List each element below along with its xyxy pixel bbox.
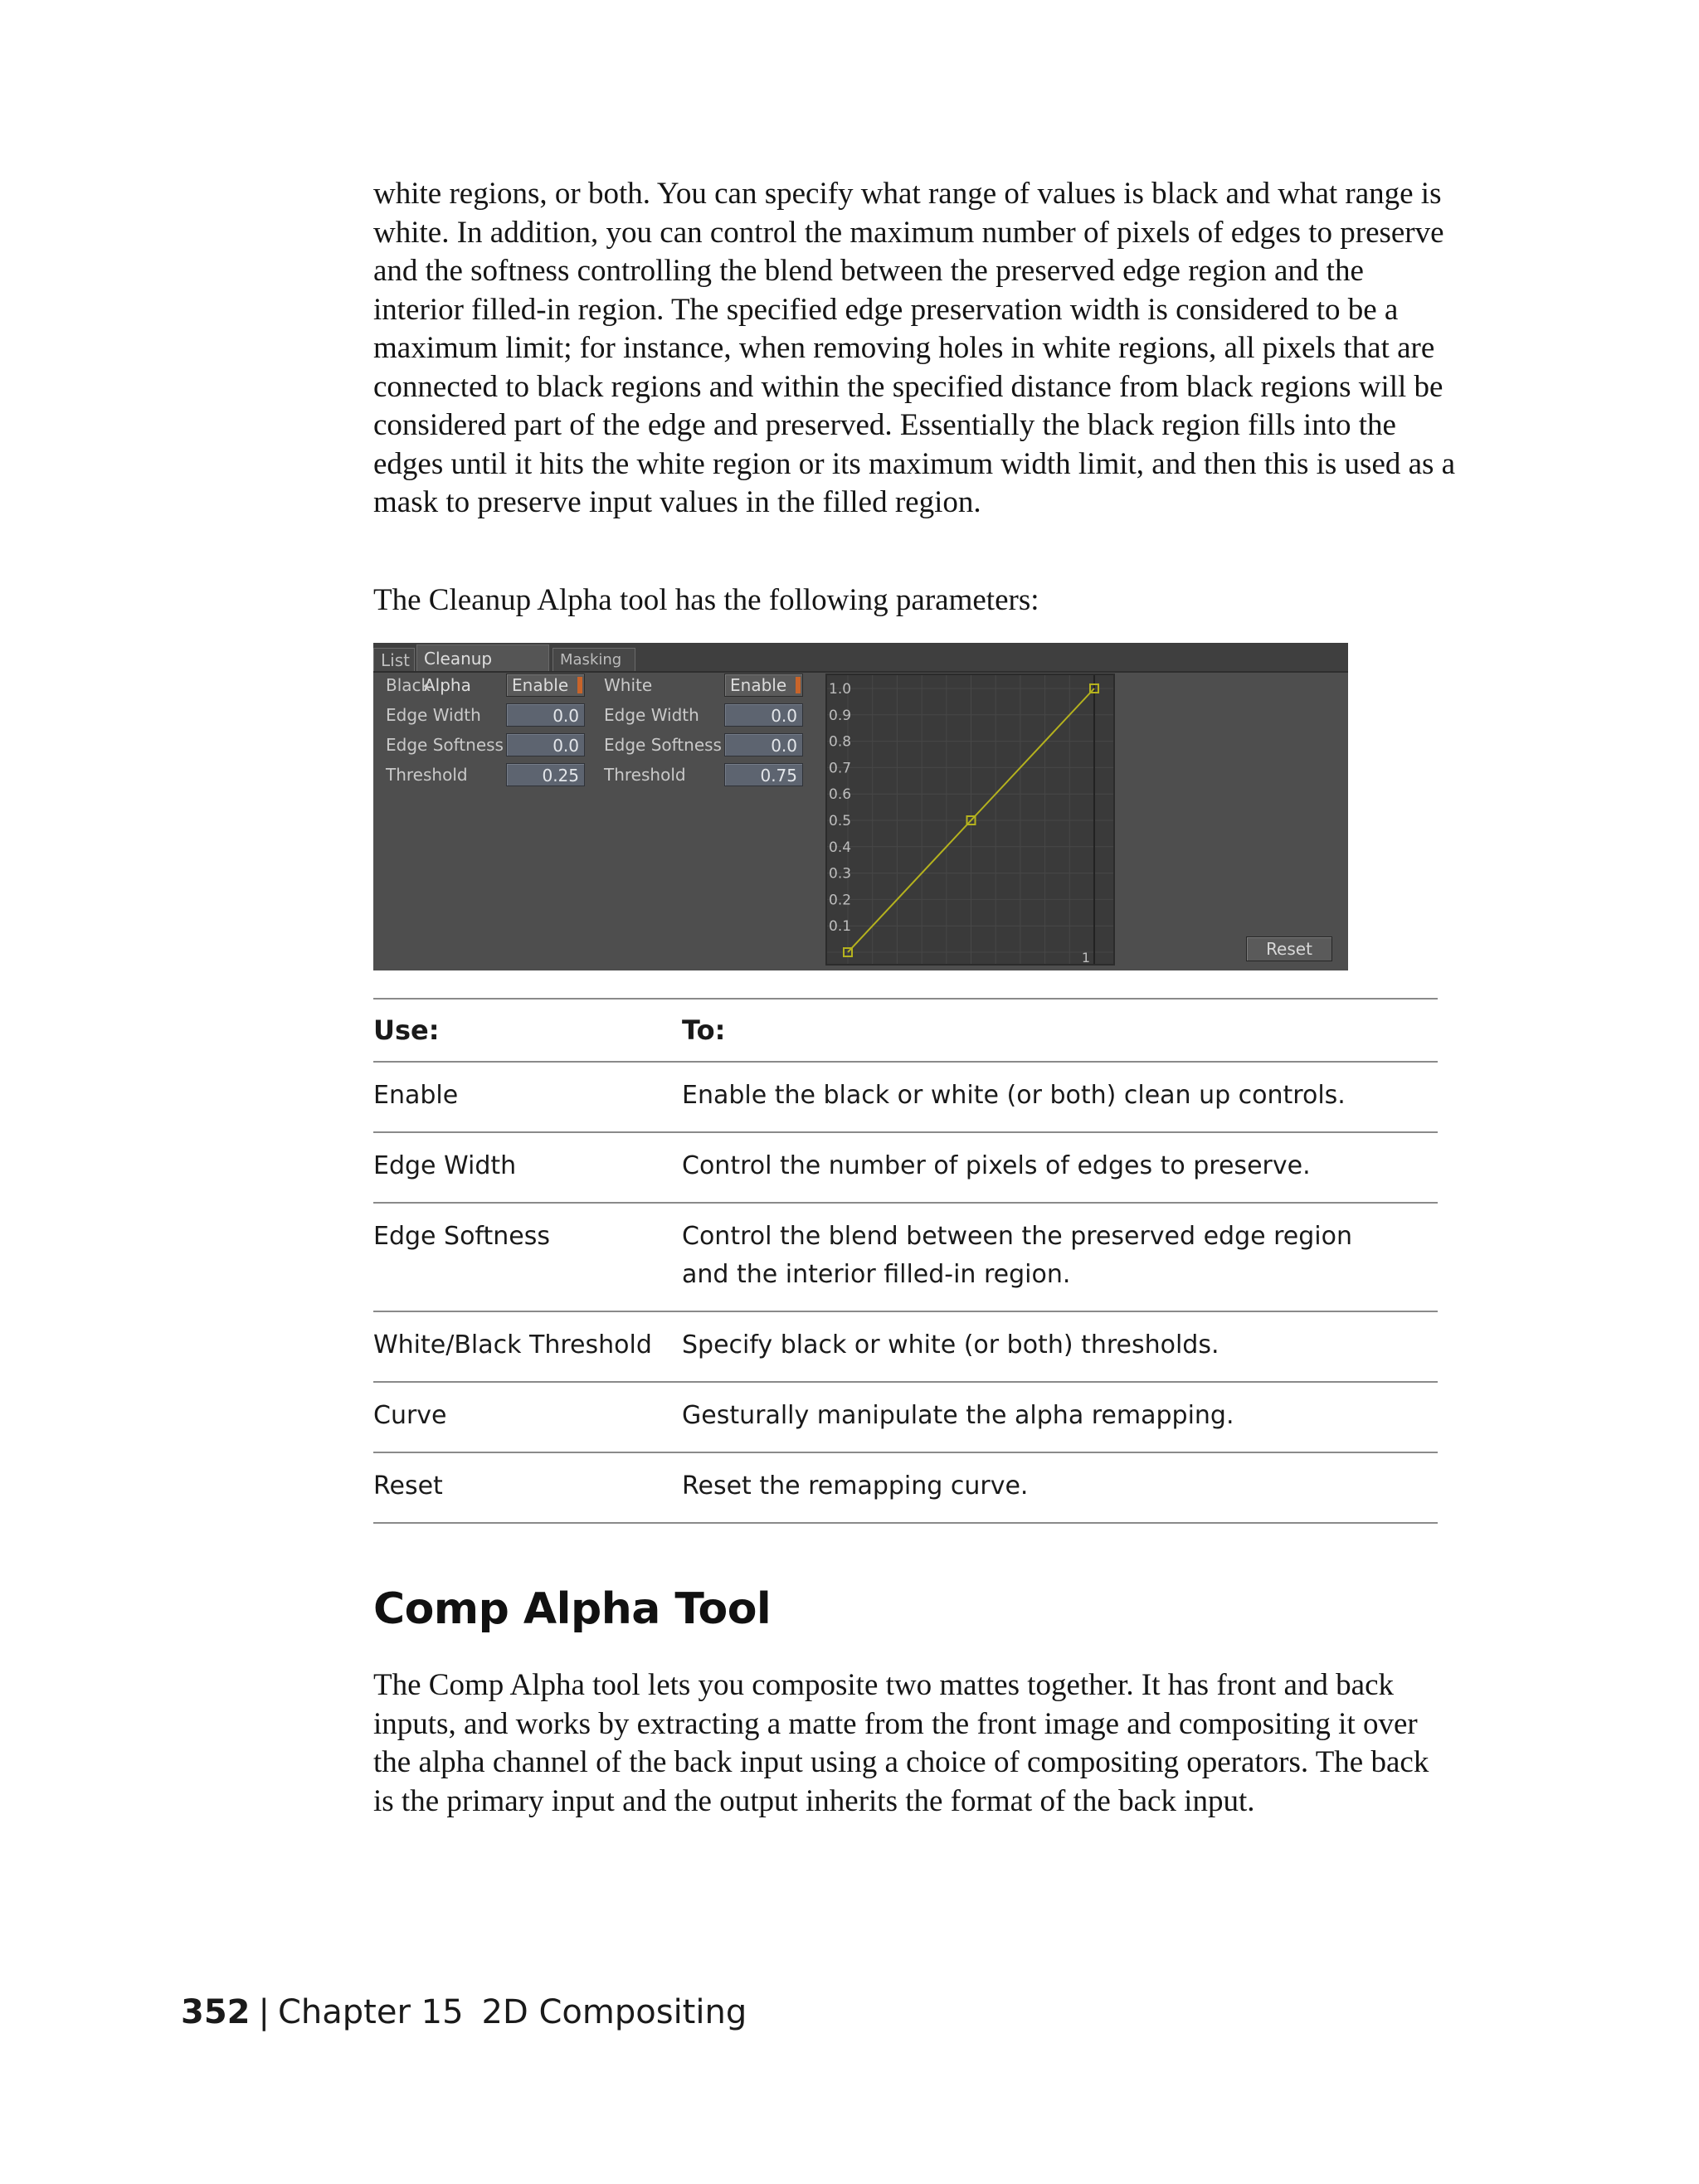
y-tick-label: 0.6 <box>829 786 852 804</box>
black-enable-indicator <box>577 677 582 693</box>
row-to: Gesturally manipulate the alpha remapping. <box>682 1401 1234 1430</box>
white-edge-width-field[interactable]: 0.0 <box>724 703 803 727</box>
row-to: Enable the black or white (or both) clean up controls. <box>682 1081 1346 1110</box>
white-enable-label: Enable <box>730 675 787 695</box>
y-tick-label: 0.4 <box>829 839 852 856</box>
black-edge-softness-label: Edge Softness <box>386 735 504 755</box>
curve-canvas[interactable] <box>827 675 1113 964</box>
y-tick-label: 0.2 <box>829 892 852 909</box>
black-edge-softness-field[interactable]: 0.0 <box>506 733 585 756</box>
alpha-remap-curve-graph[interactable] <box>825 674 1115 966</box>
black-enable-button[interactable] <box>506 674 585 697</box>
x-axis-label: 1 <box>1081 950 1090 964</box>
footer-separator: | <box>258 1993 270 2031</box>
row-to: Specify black or white (or both) thresholds. <box>682 1330 1219 1360</box>
table-row <box>373 1132 1438 1203</box>
header-to: To: <box>682 1014 726 1046</box>
black-enable-label: Enable <box>512 675 569 695</box>
row-to: Control the number of pixels of edges to preserve. <box>682 1151 1311 1180</box>
parameters-intro-paragraph: The Cleanup Alpha tool has the following parameters: <box>373 583 1039 617</box>
row-use: White/Black Threshold <box>373 1330 652 1360</box>
reset-button[interactable]: Reset <box>1246 936 1332 961</box>
tab-cleanup-alpha[interactable]: Cleanup Alpha <box>416 644 549 671</box>
black-edge-width-field[interactable]: 0.0 <box>506 703 585 727</box>
chapter-title: 2D Compositing <box>481 1993 747 2031</box>
row-use: Enable <box>373 1081 459 1110</box>
row-use: Curve <box>373 1401 447 1430</box>
table-row <box>373 1452 1438 1523</box>
tab-masking[interactable]: Masking <box>553 648 635 671</box>
white-edge-softness-field[interactable]: 0.0 <box>724 733 803 756</box>
chapter-label: Chapter 15 <box>277 1993 464 2031</box>
intro-paragraph: white regions, or both. You can specify what range of values is black and what range is white. In addition, you can control the maximum number of pixels of edges to preserve and the softness controlling the blend between the preserved edge region and the interior filled-in region. The specified edge preservation width is considered to be a maximum limit; for instance, when removing holes in white regions, all pixels that are connected to black regions and within the specified distance from black regions will be considered part of the edge and preserved. Essentially the black region fills into the edges until it hits the white region or its maximum width limit, and then this is used as a mask to preserve input values in the filled region. <box>373 177 1456 519</box>
row-use: Reset <box>373 1471 443 1501</box>
row-use: Edge Softness <box>373 1222 550 1251</box>
page-number: 352 <box>181 1993 251 2031</box>
row-to: Control the blend between the preserved edge region and the interior filled-in region. <box>682 1222 1353 1289</box>
white-enable-indicator <box>796 677 801 693</box>
y-tick-label: 0.5 <box>829 813 852 829</box>
y-tick-label: 0.9 <box>829 707 852 724</box>
section-heading: Comp Alpha Tool <box>373 1584 772 1634</box>
row-to: Reset the remapping curve. <box>682 1471 1029 1501</box>
white-enable-button[interactable] <box>724 674 803 697</box>
black-edge-width-label: Edge Width <box>386 705 481 725</box>
row-use: Edge Width <box>373 1151 517 1180</box>
comp-alpha-paragraph: The Comp Alpha tool lets you composite two mattes together. It has front and back inputs, and works by extracting a matte from the front image and compositing it over the alpha channel of the back input using a choice of compositing operators. The back is the primary input and the output inherits the format of the back input. <box>373 1668 1429 1818</box>
table-row <box>373 1062 1438 1132</box>
y-tick-label: 0.8 <box>829 733 852 751</box>
table-row <box>373 1311 1438 1382</box>
y-tick-label: 0.7 <box>829 760 852 777</box>
white-threshold-label: Threshold <box>604 765 686 785</box>
black-label: Black <box>386 675 431 695</box>
table-row <box>373 1203 1438 1311</box>
black-threshold-label: Threshold <box>386 765 468 785</box>
black-threshold-field[interactable]: 0.25 <box>506 763 585 786</box>
y-tick-label: 0.3 <box>829 865 852 883</box>
parameters-table <box>373 998 1438 1524</box>
white-threshold-field[interactable]: 0.75 <box>724 763 803 786</box>
y-tick-label: 1.0 <box>829 681 852 698</box>
white-label: White <box>604 675 653 695</box>
cleanup-alpha-panel-screenshot <box>373 643 1348 970</box>
table-row <box>373 1382 1438 1452</box>
header-use: Use: <box>373 1014 440 1046</box>
table-header-row <box>373 999 1438 1062</box>
page-footer <box>181 1993 747 2043</box>
white-edge-softness-label: Edge Softness <box>604 735 722 755</box>
white-edge-width-label: Edge Width <box>604 705 699 725</box>
y-tick-label: 0.1 <box>829 918 852 936</box>
tab-list[interactable]: List <box>373 648 415 671</box>
